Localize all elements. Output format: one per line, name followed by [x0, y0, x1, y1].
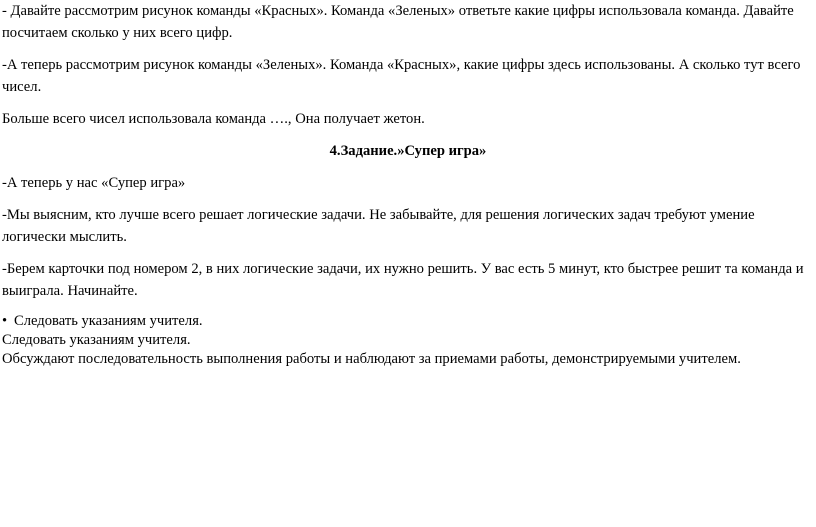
document-page — [2, 0, 814, 369]
paragraph-super-game: -А теперь у нас «Супер игра» — [2, 175, 186, 191]
bullet-text: Следовать указаниям учителя. — [14, 313, 203, 329]
paragraph-red-team: - Давайте рассмотрим рисунок команды «Красных». Команда «Зеленых» ответьте какие цифры использовала команда. Давайте посчитаем сколько у них всего цифр. — [2, 3, 794, 41]
bullet-item — [2, 312, 814, 331]
paragraph-logic-tasks: -Мы выясним, кто лучше всего решает логические задачи. Не забывайте, для решения логических задач требуют умение логически мыслить. — [2, 207, 755, 245]
line-follow-teacher: Следовать указаниям учителя. — [2, 332, 191, 348]
bullet-dot-icon: • — [2, 313, 8, 329]
paragraph-green-team: -А теперь рассмотрим рисунок команды «Зеленых». Команда «Красных», какие цифры здесь использованы. А сколько тут всего чисел. — [2, 57, 801, 95]
task-title: 4.Задание.»Супер игра» — [329, 143, 487, 159]
paragraph-token: Больше всего чисел использовала команда …., Она получает жетон. — [2, 111, 425, 127]
paragraph-cards: -Берем карточки под номером 2, в них логические задачи, их нужно решить. У вас есть 5 минут, кто быстрее решит та команда и выиграла. Начинайте. — [2, 261, 804, 299]
line-discuss: Обсуждают последовательность выполнения работы и наблюдают за приемами работы, демонстрируемыми учителем. — [2, 351, 741, 367]
